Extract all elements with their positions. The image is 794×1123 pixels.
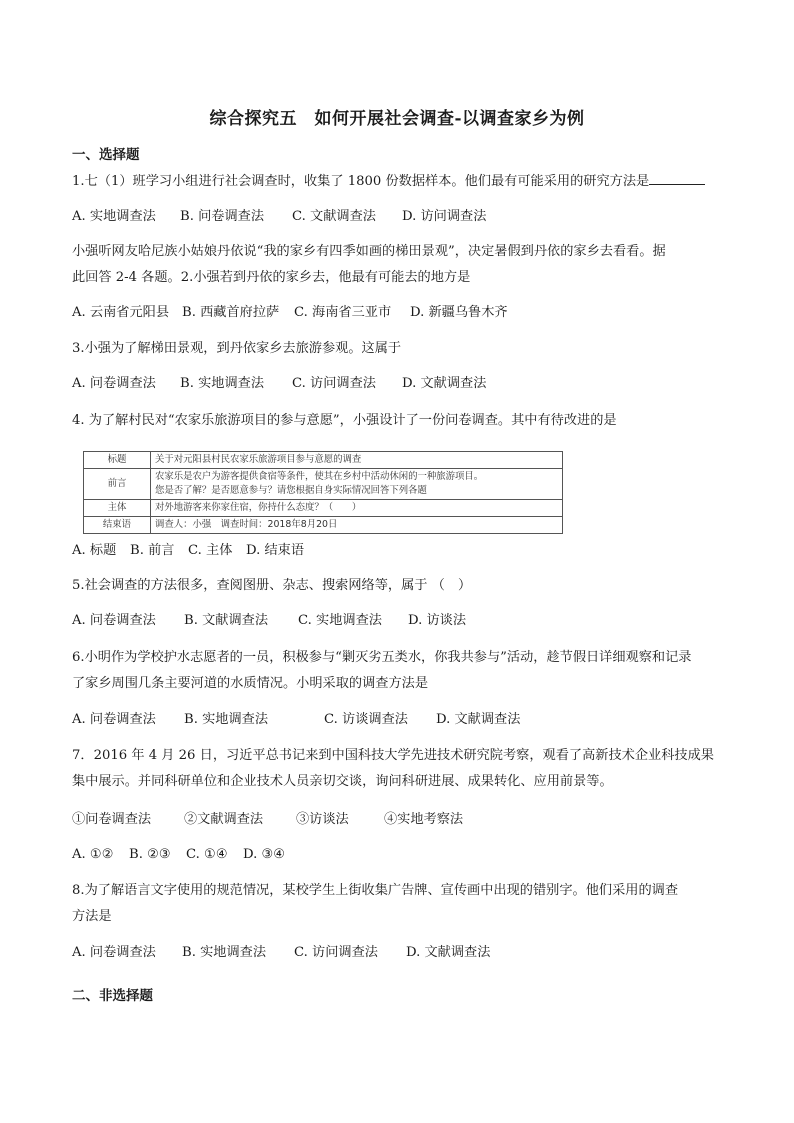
question-4: 4. 为了解村民对“农家乐旅游项目的参与意愿”，小强设计了一份问卷调查。其中有待改进的是 bbox=[72, 413, 617, 428]
option-b: B. ②③ bbox=[129, 847, 171, 862]
answer-blank bbox=[649, 172, 705, 185]
option-d: D. 文献调查法 bbox=[436, 712, 521, 727]
question-2-intro: 小强听网友哈尼族小姑娘丹依说“我的家乡有四季如画的梯田景观”，决定暑假到丹依的家乡去看看。据 bbox=[72, 244, 666, 259]
option-a: A. 标题 bbox=[72, 543, 117, 558]
option-d: D. 文献调查法 bbox=[402, 376, 487, 391]
option-a: A. 问卷调查法 bbox=[72, 945, 156, 960]
table-row bbox=[84, 517, 563, 534]
option-c: C. 访问调查法 bbox=[294, 945, 378, 960]
choice-3: ③访谈法 bbox=[296, 812, 349, 827]
choice-2: ②文献调查法 bbox=[184, 812, 264, 827]
option-d: D. 访谈法 bbox=[408, 613, 467, 628]
table-label: 主体 bbox=[84, 500, 151, 517]
option-c: C. 实地调查法 bbox=[298, 613, 382, 628]
option-a: A. ①② bbox=[72, 847, 114, 862]
option-a: A. 问卷调查法 bbox=[72, 712, 156, 727]
option-c: C. ①④ bbox=[186, 847, 228, 862]
question-1-text: 1.七（1）班学习小组进行社会调查时，收集了 1800 份数据样本。他们最有可能采用的研究方法是 bbox=[72, 174, 650, 189]
option-b: B. 实地调查法 bbox=[182, 945, 267, 960]
option-a: A. 问卷调查法 bbox=[72, 613, 156, 628]
option-d: D. 新疆乌鲁木齐 bbox=[410, 305, 508, 320]
question-6-options bbox=[72, 710, 732, 729]
option-b: B. 实地调查法 bbox=[180, 376, 265, 391]
option-b: B. 文献调查法 bbox=[184, 613, 269, 628]
question-5: 5.社会调查的方法很多，查阅图册、杂志、搜索网络等，属于 （ ） bbox=[72, 578, 472, 593]
option-b: B. 西藏首府拉萨 bbox=[182, 305, 280, 320]
table-label: 前言 bbox=[84, 469, 151, 500]
question-4-options bbox=[72, 541, 732, 560]
option-d: D. 结束语 bbox=[246, 543, 305, 558]
question-8-line2: 方法是 bbox=[72, 909, 112, 924]
table-content: 调查人：小强 调查时间：2018年8月20日 bbox=[151, 517, 563, 534]
section-heading-non-choice: 二、非选择题 bbox=[72, 988, 153, 1004]
option-b: B. 问卷调查法 bbox=[180, 209, 265, 224]
question-5-options bbox=[72, 611, 732, 630]
choice-1: ①问卷调查法 bbox=[72, 812, 152, 827]
table-row bbox=[84, 469, 563, 500]
question-6-line2: 了家乡周围几条主要河道的水质情况。小明采取的调查方法是 bbox=[72, 676, 429, 691]
option-a: A. 云南省元阳县 bbox=[72, 305, 170, 320]
question-2-options bbox=[72, 303, 732, 322]
option-d: D. ③④ bbox=[243, 847, 286, 862]
page-title: 综合探究五 如何开展社会调查-以调查家乡为例 bbox=[209, 109, 585, 129]
question-7-choices bbox=[72, 810, 732, 829]
option-d: D. 文献调查法 bbox=[406, 945, 491, 960]
table-content bbox=[151, 469, 563, 500]
option-c: C. 访谈调查法 bbox=[324, 712, 408, 727]
option-a: A. 问卷调查法 bbox=[72, 376, 156, 391]
question-6-line1: 6.小明作为学校护水志愿者的一员，积极参与“剿灭劣五类水，你我共参与”活动，趁节假日详细观察和记录 bbox=[72, 650, 692, 665]
question-8-line1: 8.为了解语言文字使用的规范情况，某校学生上街收集广告牌、宣传画中出现的错别字。他们采用的调查 bbox=[72, 883, 679, 898]
option-c: C. 主体 bbox=[188, 543, 233, 558]
table-label: 标题 bbox=[84, 452, 151, 469]
option-a: A. 实地调查法 bbox=[72, 209, 156, 224]
option-b: B. 前言 bbox=[130, 543, 175, 558]
question-2-text: 此回答 2-4 各题。2.小强若到丹依的家乡去，他最有可能去的地方是 bbox=[72, 270, 471, 285]
question-3: 3.小强为了解梯田景观，到丹依家乡去旅游参观。这属于 bbox=[72, 341, 402, 356]
question-1 bbox=[72, 172, 732, 191]
table-content-line: 农家乐是农户为游客提供食宿等条件，使其在乡村中活动休闲的一种旅游项目。 bbox=[155, 471, 484, 482]
option-b: B. 实地调查法 bbox=[184, 712, 269, 727]
table-label: 结束语 bbox=[84, 517, 151, 534]
option-c: C. 海南省三亚市 bbox=[294, 305, 392, 320]
question-7-options bbox=[72, 845, 732, 864]
table-row bbox=[84, 500, 563, 517]
question-8-options bbox=[72, 943, 732, 962]
table-row bbox=[84, 452, 563, 469]
question-3-options bbox=[72, 374, 732, 393]
choice-4: ④实地考察法 bbox=[384, 812, 464, 827]
option-c: C. 访问调查法 bbox=[292, 376, 376, 391]
section-heading-choice: 一、选择题 bbox=[72, 147, 140, 163]
question-7-line2: 集中展示。并同科研单位和企业技术人员亲切交谈，询问科研进展、成果转化、应用前景等。 bbox=[72, 774, 613, 789]
question-1-options bbox=[72, 207, 732, 226]
question-7-line1: 7．2016 年 4 月 26 日，习近平总书记来到中国科技大学先进技术研究院考察，观看了高新技术企业科技成果 bbox=[72, 748, 714, 763]
table-content-line: 您是否了解？是否愿意参与？请您根据自身实际情况回答下列各题 bbox=[155, 485, 427, 496]
option-c: C. 文献调查法 bbox=[292, 209, 376, 224]
option-d: D. 访问调查法 bbox=[402, 209, 487, 224]
table-content: 关于对元阳县村民农家乐旅游项目参与意愿的调查 bbox=[151, 452, 563, 469]
table-content: 对外地游客来你家住宿，你持什么态度？（ ） bbox=[151, 500, 563, 517]
questionnaire-table bbox=[83, 451, 563, 534]
